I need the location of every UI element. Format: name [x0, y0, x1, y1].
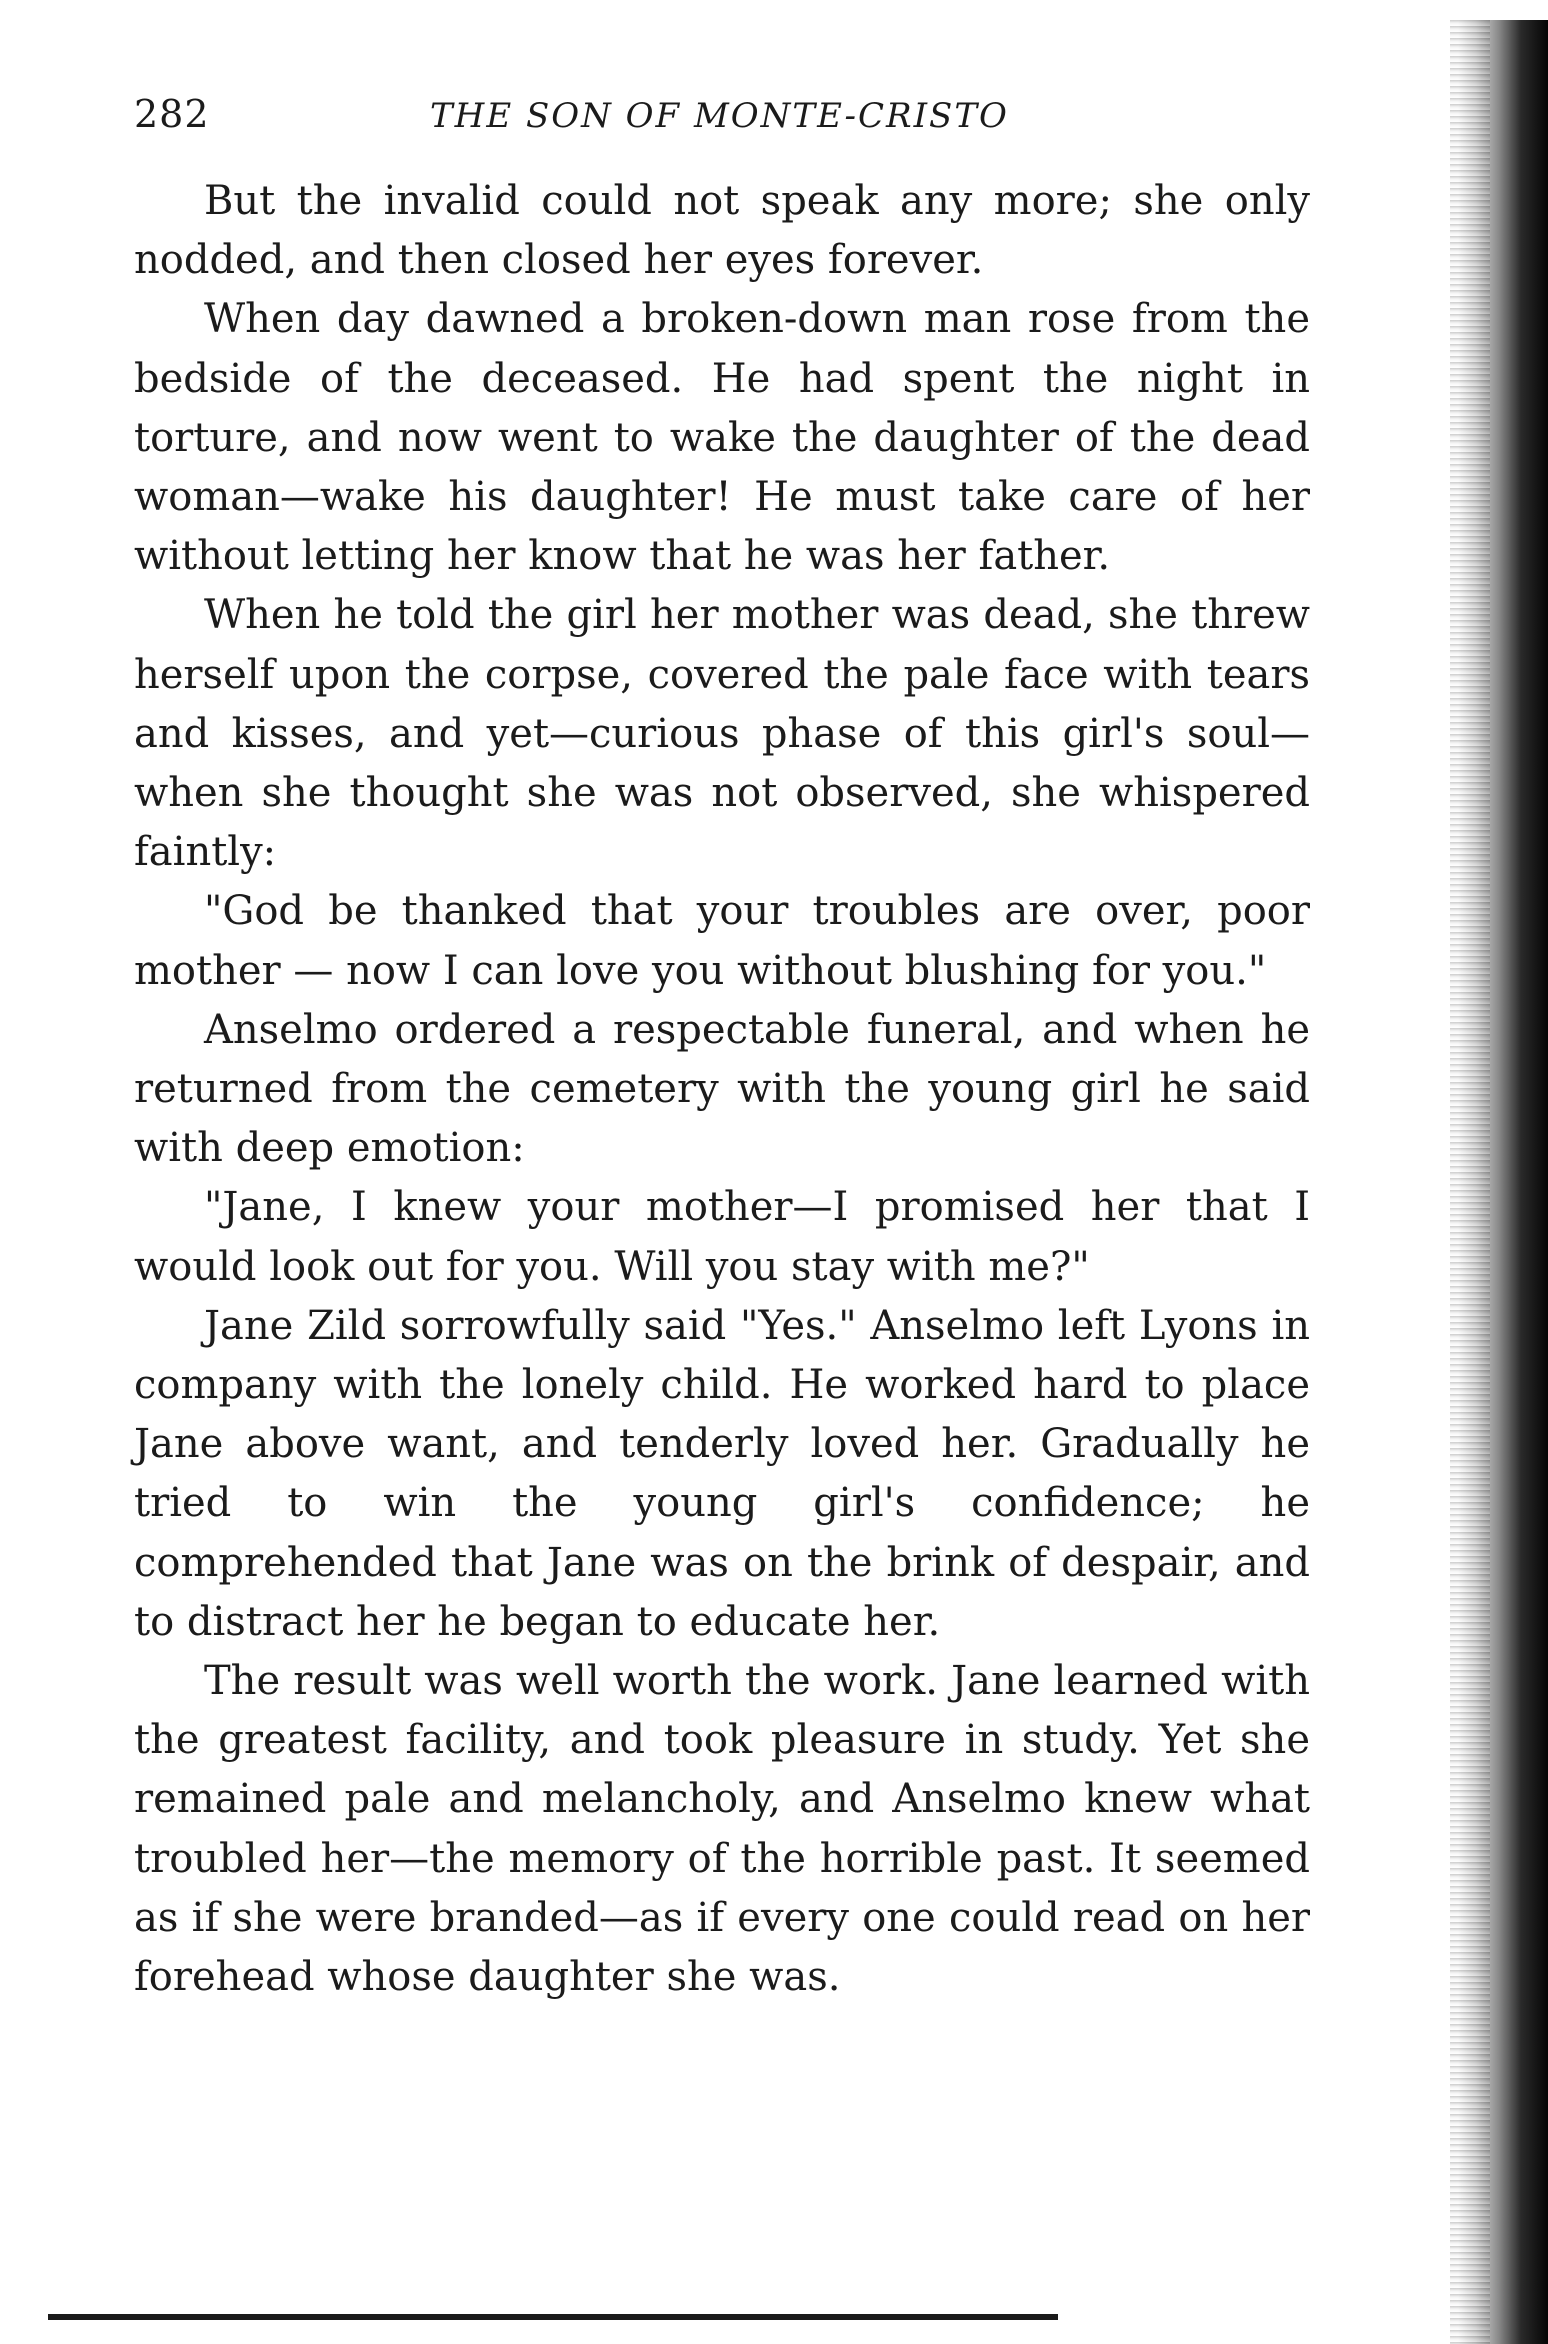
- paragraph: Jane Zild sorrowfully said "Yes." Anselmo left Lyons in company with the lonely child. He worked hard to place Jane above want, and tenderly loved her. Gradually he tried to win the young girl's confidence; he comprehended that Jane was on the brink of despair, and to distract her he began to educate her.: [134, 1302, 1310, 1645]
- paragraph: The result was well worth the work. Jane learned with the greatest facility, and took pleasure in study. Yet she remained pale and melancholy, and Anselmo knew what troubled her—the memory of the horrible past. It seemed as if she were branded—as if every one could read on her forehead whose daughter she was.: [134, 1658, 1310, 2001]
- paragraph: "Jane, I knew your mother—I promised her that I would look out for you. Will you stay with me?": [134, 1184, 1310, 1290]
- paragraph: But the invalid could not speak any more; she only nodded, and then closed her eyes forever.: [134, 178, 1310, 284]
- page-number: 282: [134, 92, 210, 136]
- paragraph: Anselmo ordered a respectable funeral, and when he returned from the cemetery with the young girl he said with deep emotion:: [134, 1006, 1310, 1172]
- body-text: [134, 172, 1310, 2007]
- paragraph: "God be thanked that your troubles are over, poor mother — now I can love you without blushing for you.": [134, 888, 1310, 994]
- paragraph: When day dawned a broken-down man rose from the bedside of the deceased. He had spent the night in torture, and now went to wake the daughter of the dead woman—wake his daughter! He must take care of her without letting her know that he was her father.: [134, 296, 1310, 580]
- binding-texture: [1450, 20, 1490, 2344]
- page-bottom-rule: [48, 2314, 1058, 2320]
- paragraph: When he told the girl her mother was dead, she threw herself upon the corpse, covered the pale face with tears and kisses, and yet—curious phase of this girl's soul—when she thought she was not observed, she whispered faintly:: [134, 592, 1310, 876]
- page-header: [134, 92, 1314, 152]
- running-title: THE SON OF MONTE-CRISTO: [430, 96, 1009, 136]
